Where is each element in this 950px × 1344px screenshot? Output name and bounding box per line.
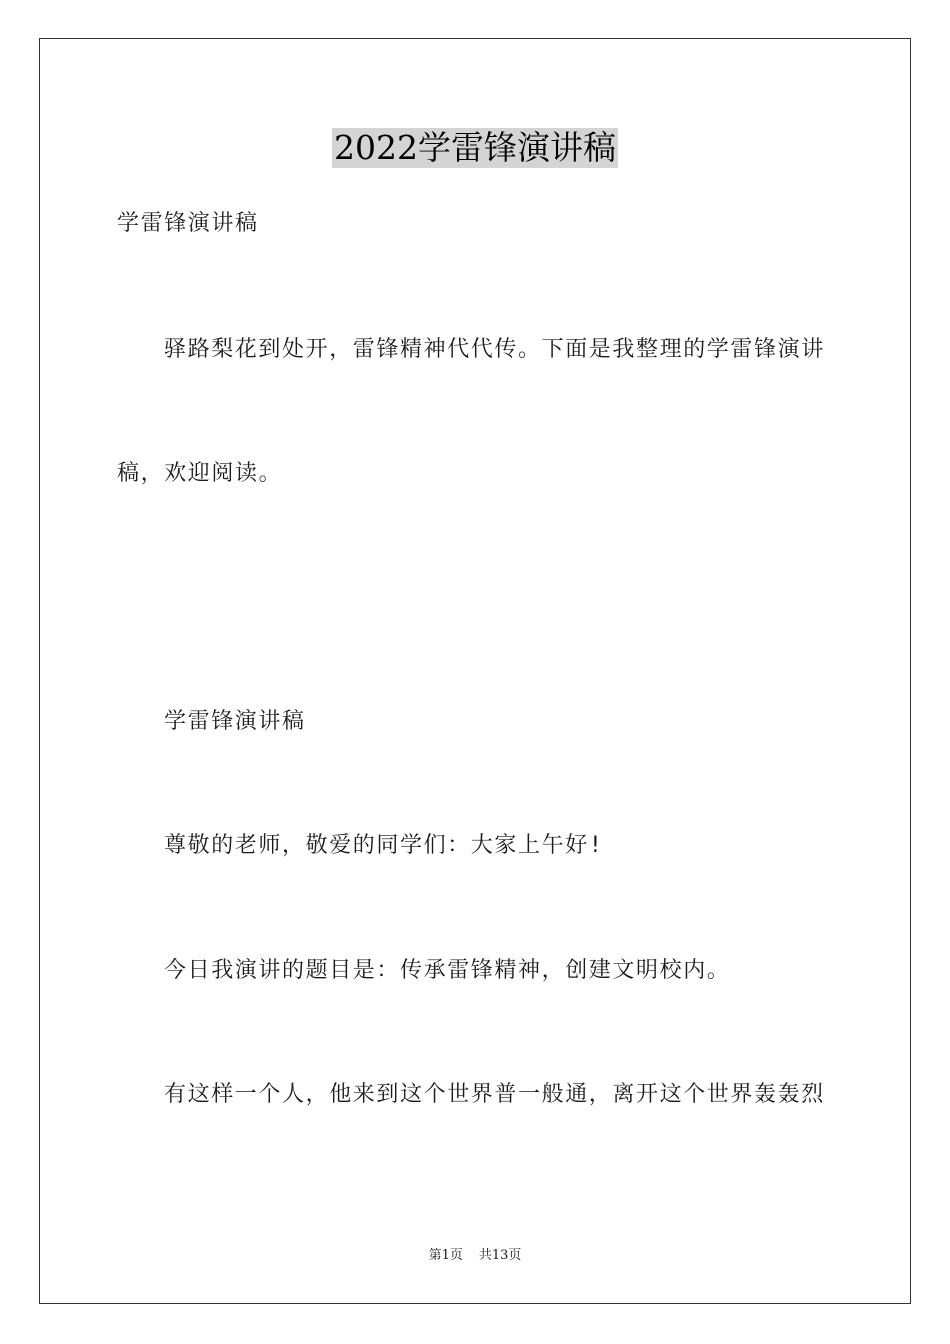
document-title-text: 2022学雷锋演讲稿	[334, 128, 616, 167]
page-total: 共13页	[478, 1248, 522, 1263]
page-footer	[0, 1247, 950, 1265]
subtitle-line: 学雷锋演讲稿	[117, 211, 259, 236]
document-title	[0, 128, 950, 168]
body-paragraph-line: 有这样一个人，他来到这个世界普一般通，离开这个世界轰轰烈	[164, 1082, 825, 1107]
page-number: 第1页	[428, 1248, 463, 1263]
intro-paragraph-line-2: 稿，欢迎阅读。	[117, 461, 283, 486]
greeting-line: 尊敬的老师，敬爱的同学们：大家上午好!	[164, 833, 604, 858]
section-heading: 学雷锋演讲稿	[164, 709, 306, 734]
intro-paragraph-line-1: 驿路梨花到处开，雷锋精神代代传。下面是我整理的学雷锋演讲	[164, 337, 825, 362]
topic-line: 今日我演讲的题目是：传承雷锋精神，创建文明校内。	[164, 958, 731, 983]
